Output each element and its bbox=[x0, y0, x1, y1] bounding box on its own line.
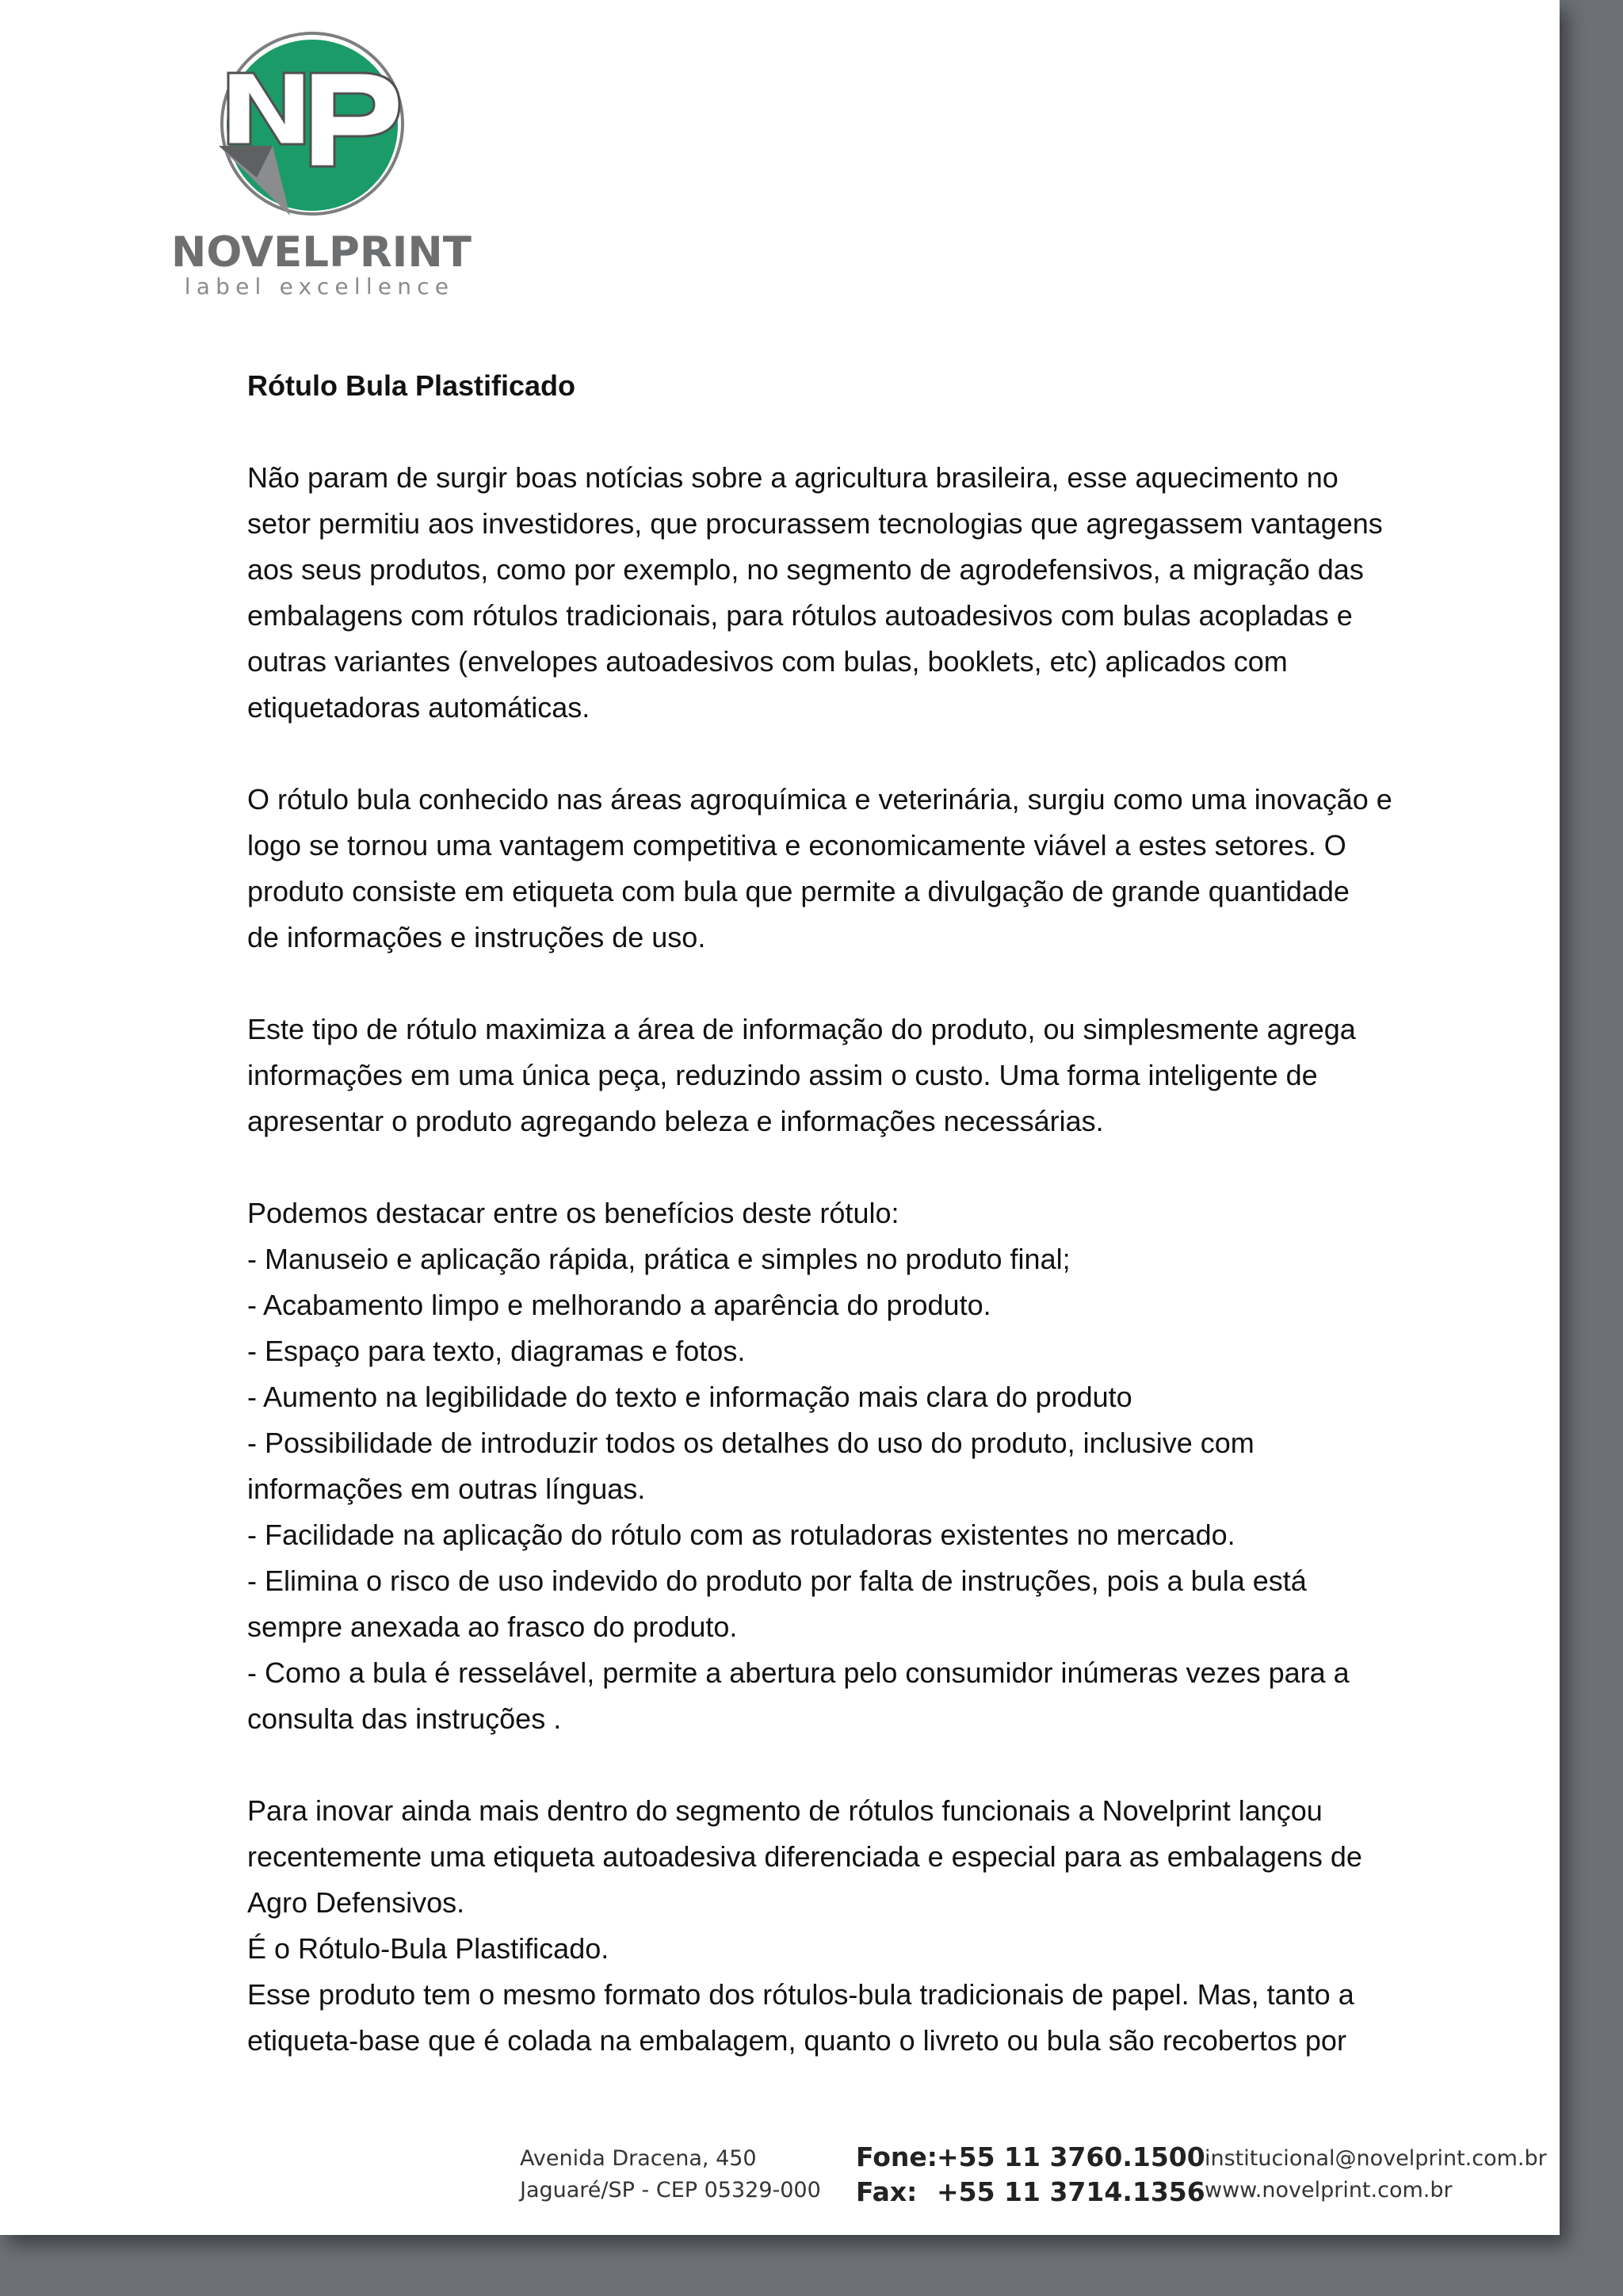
email-link[interactable]: institucional@novelprint.com.br bbox=[1205, 2146, 1547, 2171]
text-line: Agro Defensivos. bbox=[247, 1886, 465, 1919]
text-line: - Possibilidade de introduzir todos os detalhes do uso do produto, inclusive com bbox=[247, 1427, 1254, 1459]
phone-row bbox=[856, 2140, 1205, 2175]
paragraph bbox=[247, 777, 1460, 961]
fax-label: Fax: bbox=[856, 2176, 918, 2207]
text-line: logo se tornou uma vantagem competitiva e economicamente viável a estes setores. O bbox=[247, 829, 1346, 861]
contact-block bbox=[1205, 2143, 1547, 2206]
paragraph bbox=[247, 455, 1460, 731]
text-line: Não param de surgir boas notícias sobre a agricultura brasileira, esse aquecimento no bbox=[247, 461, 1338, 494]
address-block bbox=[520, 2143, 821, 2206]
text-line: - Acabamento limpo e melhorando a aparência do produto. bbox=[247, 1289, 991, 1321]
text-line: sempre anexada ao frasco do produto. bbox=[247, 1610, 738, 1643]
text-line: setor permitiu aos investidores, que procurassem tecnologias que agregassem vantagens bbox=[247, 507, 1383, 540]
text-line: - Facilidade na aplicação do rótulo com as rotuladoras existentes no mercado. bbox=[247, 1519, 1235, 1551]
text-line: etiquetadoras automáticas. bbox=[247, 691, 590, 724]
address-line-1: Avenida Dracena, 450 bbox=[520, 2146, 757, 2171]
phone-number: +55 11 3760.1500 bbox=[937, 2141, 1205, 2172]
text-line: apresentar o produto agregando beleza e informações necessárias. bbox=[247, 1105, 1104, 1137]
text-line: Podemos destacar entre os benefícios deste rótulo: bbox=[247, 1197, 899, 1229]
text-line: - Como a bula é resselável, permite a abertura pelo consumidor inúmeras vezes para a bbox=[247, 1656, 1350, 1689]
text-line: - Manuseio e aplicação rápida, prática e simples no produto final; bbox=[247, 1243, 1071, 1275]
address-line-2: Jaguaré/SP - CEP 05329-000 bbox=[520, 2178, 821, 2202]
phone-label: Fone: bbox=[856, 2141, 938, 2172]
text-line: aos seus produtos, como por exemplo, no segmento de agrodefensivos, a migração das bbox=[247, 553, 1364, 586]
fax-number: +55 11 3714.1356 bbox=[937, 2176, 1205, 2207]
np-logo-icon bbox=[171, 27, 464, 225]
text-line: - Aumento na legibilidade do texto e informação mais clara do produto bbox=[247, 1381, 1132, 1413]
text-line: - Espaço para texto, diagramas e fotos. bbox=[247, 1335, 746, 1367]
text-line: de informações e instruções de uso. bbox=[247, 921, 706, 953]
text-line: outras variantes (envelopes autoadesivos com bulas, booklets, etc) aplicados com bbox=[247, 645, 1288, 678]
text-line: Esse produto tem o mesmo formato dos rótulos-bula tradicionais de papel. Mas, tanto a bbox=[247, 1978, 1354, 2011]
text-line: O rótulo bula conhecido nas áreas agroquímica e veterinária, surgiu como uma inovação e bbox=[247, 783, 1392, 816]
text-line: - Elimina o risco de uso indevido do produto por falta de instruções, pois a bula está bbox=[247, 1564, 1307, 1597]
brand-tagline: label excellence bbox=[184, 273, 455, 300]
text-line: informações em uma única peça, reduzindo assim o custo. Uma forma inteligente de bbox=[247, 1059, 1318, 1091]
brand-name: NOVELPRINT bbox=[171, 228, 472, 277]
paragraph bbox=[247, 1007, 1460, 1144]
text-line: Para inovar ainda mais dentro do segmento de rótulos funcionais a Novelprint lançou bbox=[247, 1794, 1323, 1827]
paragraph bbox=[247, 1190, 1460, 1742]
document-title: Rótulo Bula Plastificado bbox=[247, 369, 576, 402]
company-logo bbox=[171, 27, 472, 304]
text-line: consulta das instruções . bbox=[247, 1702, 562, 1735]
text-line: É o Rótulo-Bula Plastificado. bbox=[247, 1932, 609, 1965]
text-line: informações em outras línguas. bbox=[247, 1473, 646, 1505]
text-line: produto consiste em etiqueta com bula que permite a divulgação de grande quantidade bbox=[247, 875, 1350, 907]
fax-row bbox=[856, 2175, 1205, 2210]
page-footer bbox=[0, 2143, 1560, 2214]
paragraphs bbox=[247, 455, 1460, 2064]
paragraph bbox=[247, 1788, 1460, 2064]
text-line: embalagens com rótulos tradicionais, para rótulos autoadesivos com bulas acopladas e bbox=[247, 599, 1353, 632]
text-line: etiqueta-base que é colada na embalagem, quanto o livreto ou bula são recobertos por bbox=[247, 2024, 1346, 2057]
text-line: recentemente uma etiqueta autoadesiva diferenciada e especial para as embalagens de bbox=[247, 1840, 1362, 1873]
phone-block bbox=[856, 2140, 1205, 2210]
text-line: Este tipo de rótulo maximiza a área de informação do produto, ou simplesmente agrega bbox=[247, 1013, 1356, 1045]
document-body bbox=[247, 363, 1460, 2110]
website-link[interactable]: www.novelprint.com.br bbox=[1205, 2178, 1453, 2202]
